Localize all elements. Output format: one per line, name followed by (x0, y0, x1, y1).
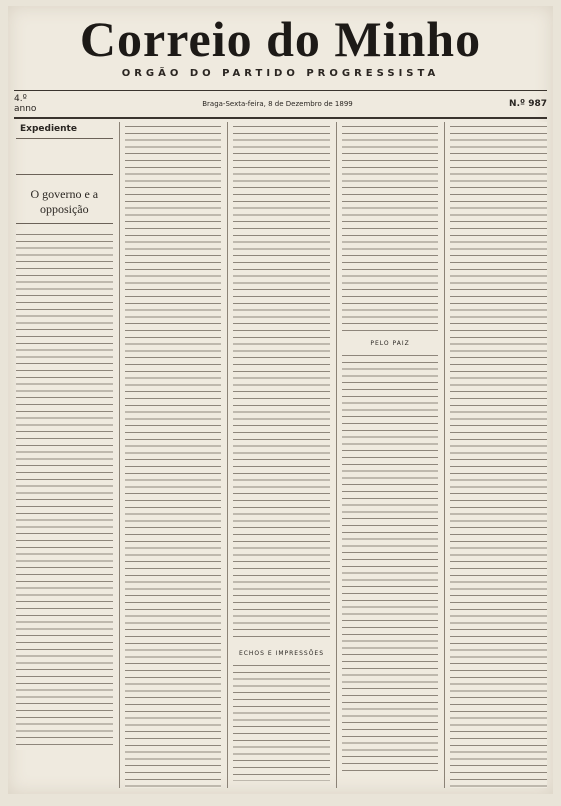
divider (16, 223, 113, 224)
issue-year: 4.º anno (14, 94, 37, 114)
masthead (8, 6, 553, 79)
newspaper-subtitle: ORGÃO DO PARTIDO PROGRESSISTA (121, 68, 440, 79)
article-body (233, 122, 330, 642)
text-columns (16, 122, 547, 788)
heading-expediente: Expediente (20, 124, 77, 134)
article-body (125, 122, 222, 788)
article-body (16, 230, 113, 750)
heading-governo: O governo e a opposição (30, 187, 99, 217)
expediente-notice (16, 138, 113, 175)
text-block (16, 162, 113, 169)
newspaper-page (8, 6, 553, 794)
issue-info-bar (14, 90, 547, 119)
article-body (342, 122, 439, 332)
column-1 (16, 122, 113, 788)
column-4 (336, 122, 439, 788)
column-5 (444, 122, 547, 788)
text-block (16, 142, 113, 149)
column-3 (227, 122, 330, 788)
issue-number: N.º 987 (509, 99, 547, 109)
heading-pelo-paiz: PELO PAIZ (370, 340, 410, 347)
subscription-block (48, 93, 198, 115)
article-body (450, 122, 547, 788)
text-block (16, 152, 113, 159)
article-body (233, 661, 330, 781)
column-2 (119, 122, 222, 788)
heading-ecos: ECHOS E IMPRESSÕES (238, 650, 325, 657)
newspaper-title: Correio do Minho (79, 11, 482, 67)
issue-date: Braga-Sexta-feira, 8 de Dezembro de 1899 (202, 100, 353, 108)
article-body (342, 351, 439, 771)
publications-block (357, 93, 507, 115)
